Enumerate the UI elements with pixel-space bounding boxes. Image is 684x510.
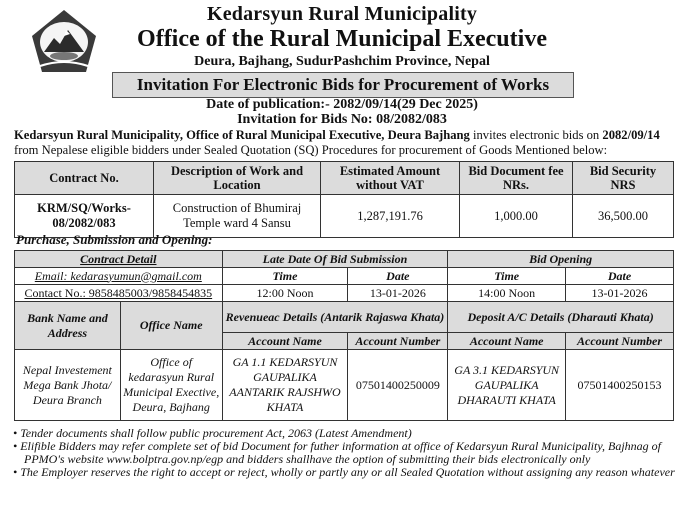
intro-paragraph [14, 128, 678, 158]
account-name-header: Account Name [222, 333, 348, 350]
note-text: Elifible Bidders may refer complete set of bid Document for futher information at office of Kedarsyun Rural Municipality, Bajhnag of PPMO's website www.bolptra.gov.np/egp and bidders shallhave the option of submitting their bids electronically only [20, 439, 662, 466]
contract-number: KRM/SQ/Works-08/2082/083 [15, 195, 154, 238]
office-name: Office of kedarasyun Rural Municipal Exective, Deura, Bajhang [120, 350, 222, 421]
bid-number: Invitation for Bids No: 08/2082/083 [237, 112, 447, 127]
date-label: Date [566, 268, 674, 285]
submission-date: 13-01-2026 [348, 285, 448, 302]
time-label: Time [448, 268, 566, 285]
contact-cell [15, 285, 223, 302]
revenue-account-number: 07501400250009 [348, 350, 448, 421]
bank-header: Bank Name and Address [15, 302, 121, 350]
email-text[interactable]: Email: kedarasyumun@gmail.com [34, 268, 202, 283]
table-row [15, 350, 674, 421]
opening-date: 13-01-2026 [566, 285, 674, 302]
purchase-heading: Purchase, Submission and Opening: [16, 232, 213, 247]
bid-document-fee: 1,000.00 [460, 195, 573, 238]
table-row [15, 268, 674, 285]
opening-time: 14:00 Noon [448, 285, 566, 302]
account-number-header: Account Number [348, 333, 448, 350]
deposit-account-name: GA 3.1 KEDARSYUN GAUPALIKA DHARAUTI KHATA [448, 350, 566, 421]
notice-banner: Invitation For Electronic Bids for Procurement of Works [112, 72, 574, 98]
time-label: Time [222, 268, 348, 285]
details-table [14, 250, 674, 421]
list-item: • The Employer reserves the right to accept or reject, wholly or partly any or all Sealed Quotation without assigning any reason whatever [13, 465, 675, 479]
email-link[interactable] [15, 268, 223, 285]
column-header: Description of Work and Location [154, 162, 321, 195]
submission-time: 12:00 Noon [222, 285, 348, 302]
table-row [15, 285, 674, 302]
column-header: Contract No. [15, 162, 154, 195]
table-header-row [15, 162, 674, 195]
work-description: Construction of Bhumiraj Temple ward 4 Sansu [154, 195, 321, 238]
table-row [15, 302, 674, 333]
list-item: • Tender documents shall follow public procurement Act, 2063 (Latest Amendment) [13, 426, 412, 440]
intro-text: invites electronic bids on [469, 128, 603, 142]
column-header: Estimated Amount without VAT [321, 162, 460, 195]
revenue-account-name: GA 1.1 KEDARSYUN GAUPALIKA AANTARIK RAJSHWO KHATA [222, 350, 348, 421]
note-text: The Employer reserves the right to accept or reject, wholly or partly any or all Sealed Quotation without assigning any reason whatever [20, 465, 675, 479]
notes-list [10, 427, 678, 479]
note-text: Tender documents shall follow public procurement Act, 2063 (Latest Amendment) [20, 426, 412, 440]
office-header: Office Name [120, 302, 222, 350]
bid-security: 36,500.00 [573, 195, 674, 238]
publication-date: Date of publication:- 2082/09/14(29 Dec 2025) [206, 97, 478, 112]
date-label: Date [348, 268, 448, 285]
account-name-header: Account Name [448, 333, 566, 350]
column-header: Bid Security NRS [573, 162, 674, 195]
intro-issuer: Kedarsyun Rural Municipality, Office of Rural Municipal Executive, Deura Bajhang [14, 128, 470, 142]
list-item: • Elifible Bidders may refer complete set of bid Document for futher information at office of Kedarsyun Rural Municipality, Bajhnag of PPMO's website www.bolptra.gov.np/egp and bidders shallhave the option of submitting their bids electronically only [13, 439, 662, 466]
contact-number[interactable]: Contact No.: 9858485003/9858454835 [24, 285, 213, 300]
contract-detail-header: Contract Detail [15, 251, 223, 268]
account-number-header: Account Number [566, 333, 674, 350]
contract-table [14, 161, 674, 238]
estimated-amount: 1,287,191.76 [321, 195, 460, 238]
late-date-header: Late Date Of Bid Submission [222, 251, 448, 268]
column-header: Bid Document fee NRs. [460, 162, 573, 195]
municipality-name: Kedarsyun Rural Municipality [206, 3, 478, 25]
intro-date: 2082/09/14 [602, 128, 660, 142]
bank-name: Nepal Investement Mega Bank Jhota/ Deura Branch [15, 350, 121, 421]
revenue-header: Revenueac Details (Antarik Rajaswa Khata) [222, 302, 448, 333]
intro-text-rest: from Nepalese eligible bidders under Sealed Quotation (SQ) Procedures for procurement of Goods Mentioned below: [14, 143, 608, 157]
bid-opening-header: Bid Opening [448, 251, 674, 268]
office-title: Office of the Rural Municipal Executive [137, 26, 547, 52]
office-address: Deura, Bajhang, SudurPashchim Province, Nepal [194, 54, 490, 69]
table-row [15, 251, 674, 268]
deposit-header: Deposit A/C Details (Dharauti Khata) [448, 302, 674, 333]
deposit-account-number: 07501400250153 [566, 350, 674, 421]
